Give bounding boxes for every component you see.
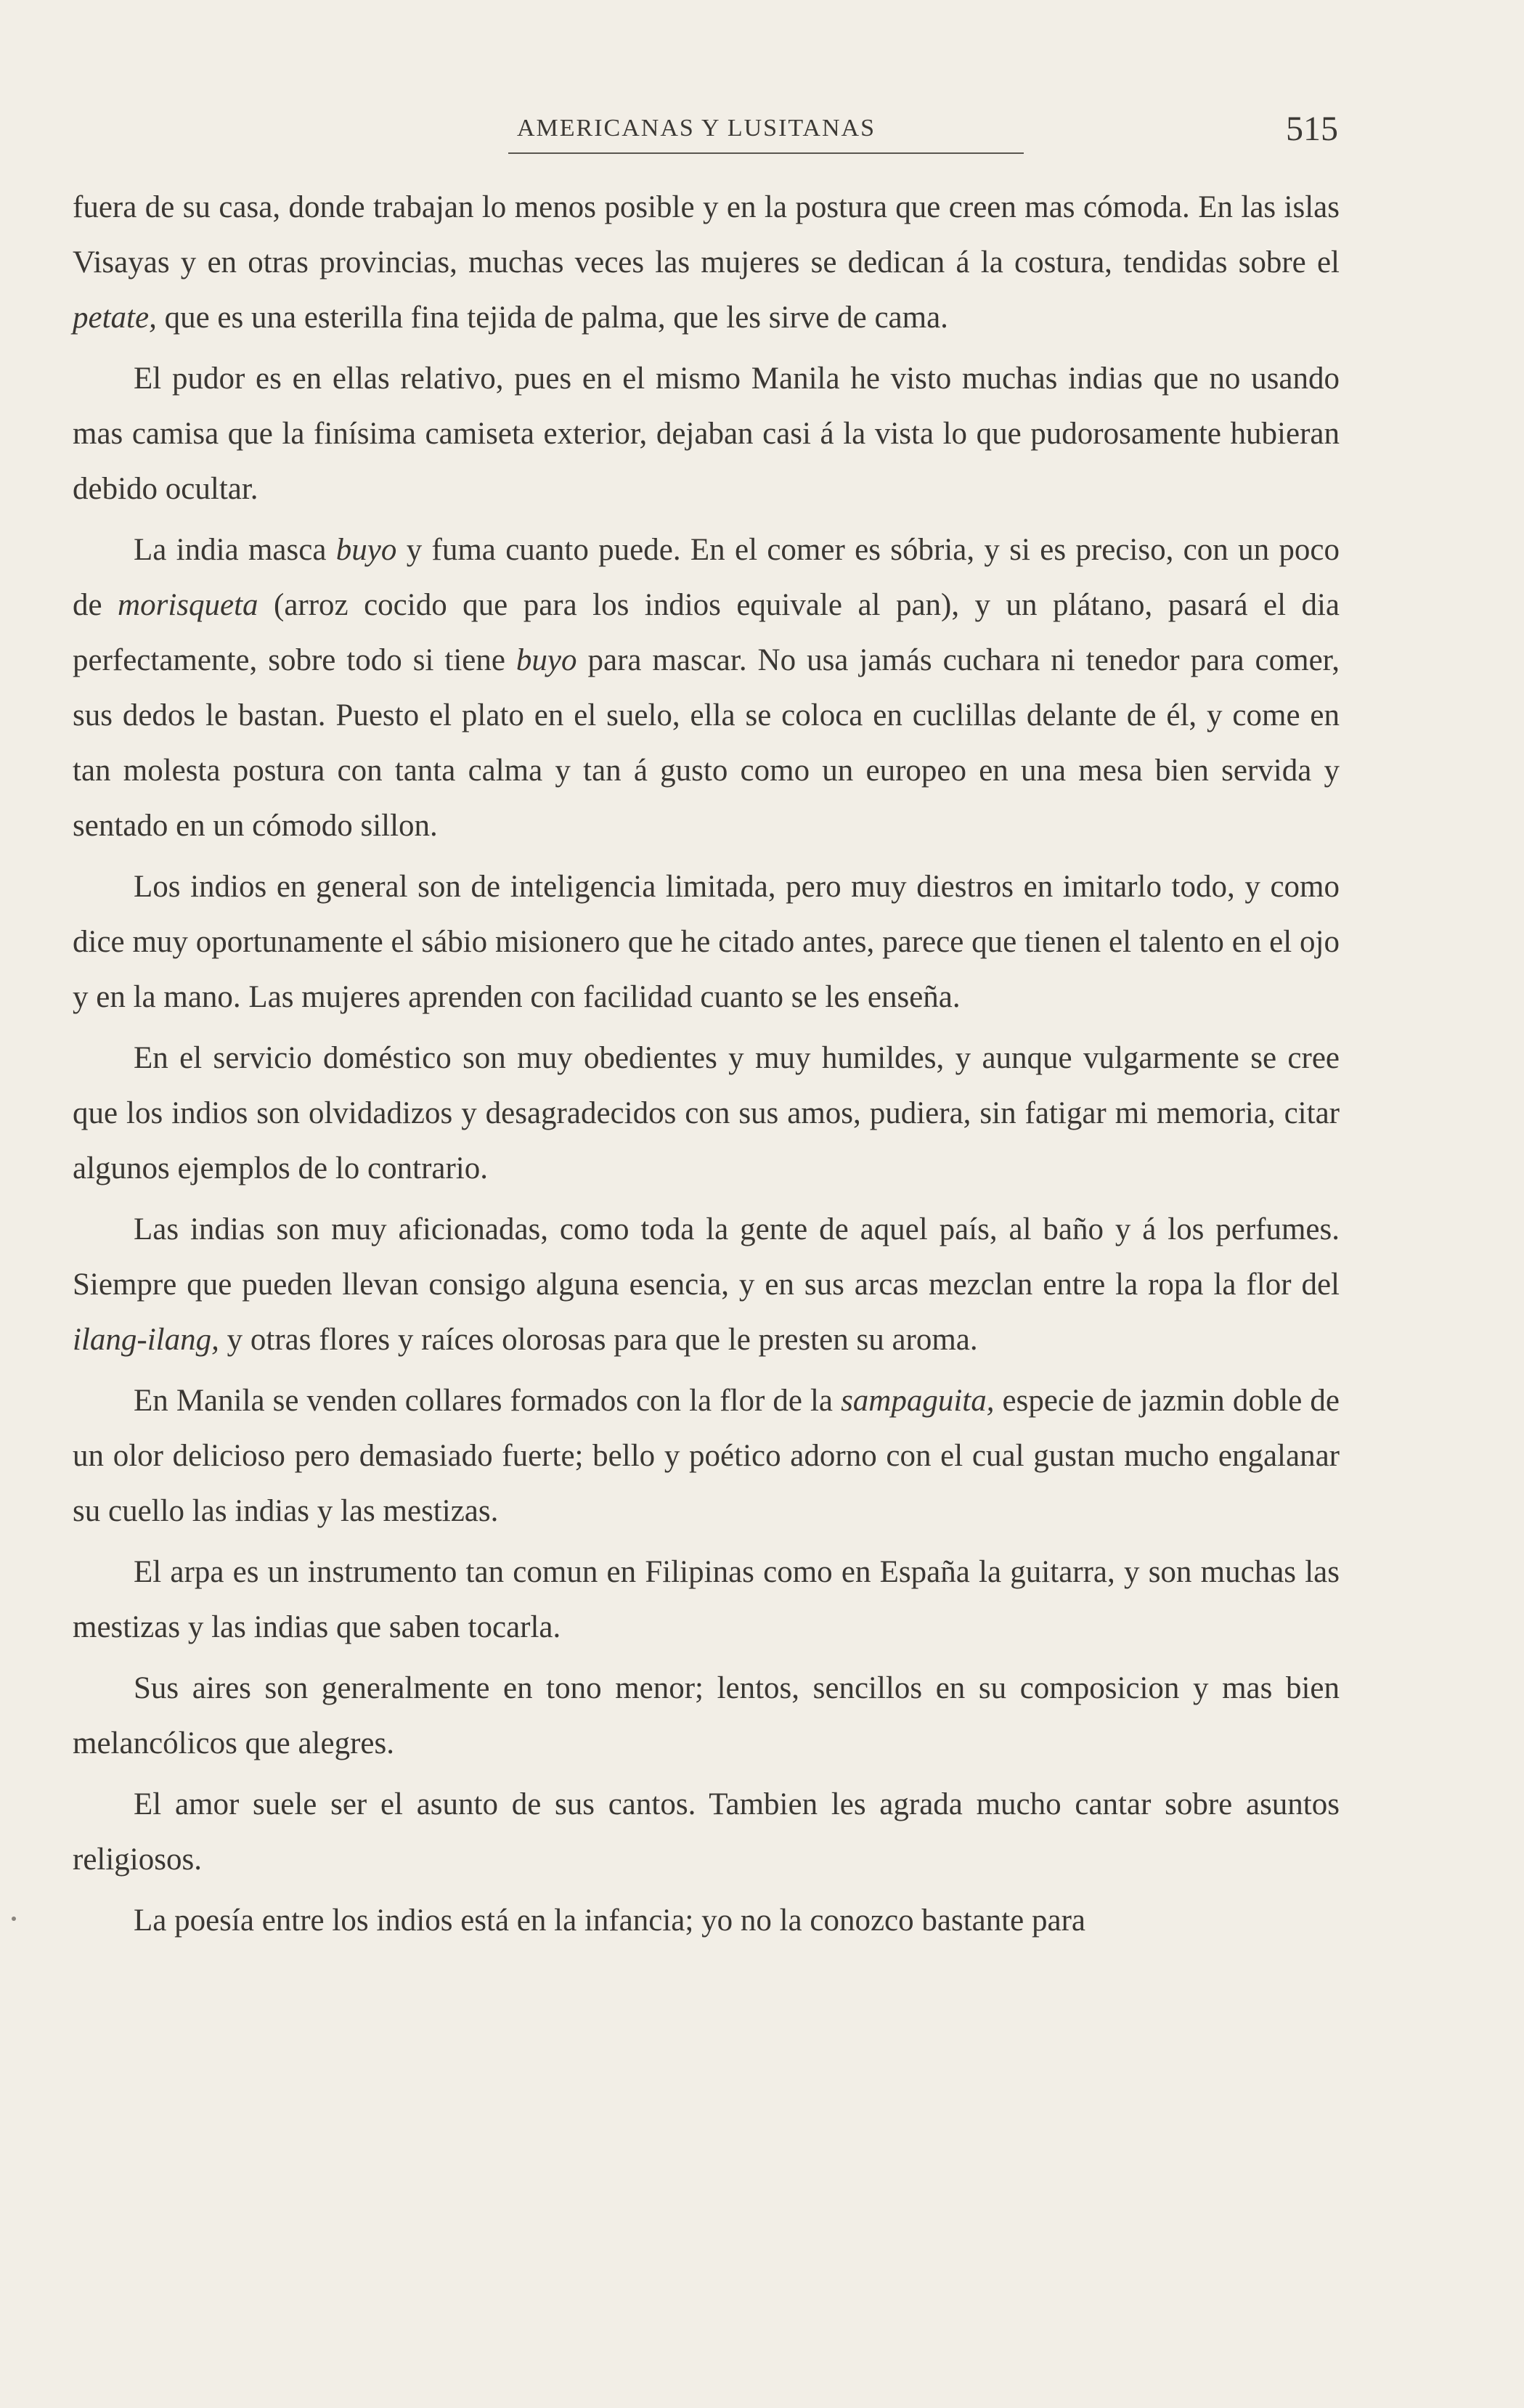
paragraph: El amor suele ser el asunto de sus cantos. Tambien les agrada mucho cantar sobre asuntos religiosos. xyxy=(73,1787,1340,1877)
paragraph: La poesía entre los indios está en la infancia; yo no la conozco bastante para xyxy=(134,1903,1085,1938)
body-text xyxy=(73,180,1340,1954)
paragraph: Las indias son muy aficionadas, como toda la gente de aquel país, al baño y á los perfumes. Siempre que pueden llevan consigo alguna esencia, y en sus arcas mezclan entre la ropa la flor del ilang-ilang, y otras flores y raíces olorosas para que le presten su aroma. xyxy=(73,1212,1340,1357)
paragraph: El pudor es en ellas relativo, pues en el mismo Manila he visto muchas indias que no usando mas camisa que la finísima camiseta exterior, dejaban casi á la vista lo que pudorosamente hubieran debido ocultar. xyxy=(73,362,1340,506)
italic-term: buyo xyxy=(335,533,397,567)
italic-term: morisqueta xyxy=(118,588,258,622)
paragraph: En Manila se venden collares formados con la flor de la sampaguita, especie de jazmin doble de un olor delicioso pero demasiado fuerte; bello y poético adorno con el cual gustan mucho engalanar su cuello las indias y las mestizas. xyxy=(73,1384,1340,1528)
italic-term: petate, xyxy=(73,301,157,335)
margin-mark xyxy=(12,1917,16,1921)
paragraph: Sus aires son generalmente en tono menor; lentos, sencillos en su composicion y mas bien melancólicos que alegres. xyxy=(73,1671,1340,1760)
page-number: 515 xyxy=(1286,110,1338,148)
running-title: AMERICANAS Y LUSITANAS xyxy=(517,115,876,142)
header-rule xyxy=(508,152,1024,154)
italic-term: sampaguita, xyxy=(841,1384,995,1418)
italic-term: ilang-ilang, xyxy=(73,1323,219,1357)
paragraph: En el servicio doméstico son muy obedientes y muy humildes, y aunque vulgarmente se cree que los indios son olvidadizos y desagradecidos con sus amos, pudiera, sin fatigar mi memoria, citar algunos ejemplos de lo contrario. xyxy=(73,1041,1340,1185)
paragraph: fuera de su casa, donde trabajan lo menos posible y en la postura que creen mas cómoda. En las islas Visayas y en otras provincias, muchas veces las mujeres se dedican á la costura, tendidas sobre el petate, que es una esterilla fina tejida de palma, que les sirve de cama. xyxy=(73,190,1340,335)
paragraph: La india masca buyo y fuma cuanto puede. En el comer es sóbria, y si es preciso, con un poco de morisqueta (arroz cocido que para los indios equivale al pan), y un plátano, pasará el dia perfectamente, sobre todo si tiene buyo para mascar. No usa jamás cuchara ni tenedor para comer, sus dedos le bastan. Puesto el plato en el suelo, ella se coloca en cuclillas delante de él, y come en tan molesta postura con tanta calma y tan á gusto como un europeo en una mesa bien servida y sentado en un cómodo sillon. xyxy=(73,533,1340,843)
paragraph: El arpa es un instrumento tan comun en Filipinas como en España la guitarra, y son muchas las mestizas y las indias que saben tocarla. xyxy=(73,1555,1340,1644)
italic-term: buyo xyxy=(516,643,577,677)
paragraph: Los indios en general son de inteligencia limitada, pero muy diestros en imitarlo todo, y como dice muy oportunamente el sábio misionero que he citado antes, parece que tienen el talento en el ojo y en la mano. Las mujeres aprenden con facilidad cuanto se les enseña. xyxy=(73,870,1340,1014)
page-header xyxy=(73,109,1340,152)
